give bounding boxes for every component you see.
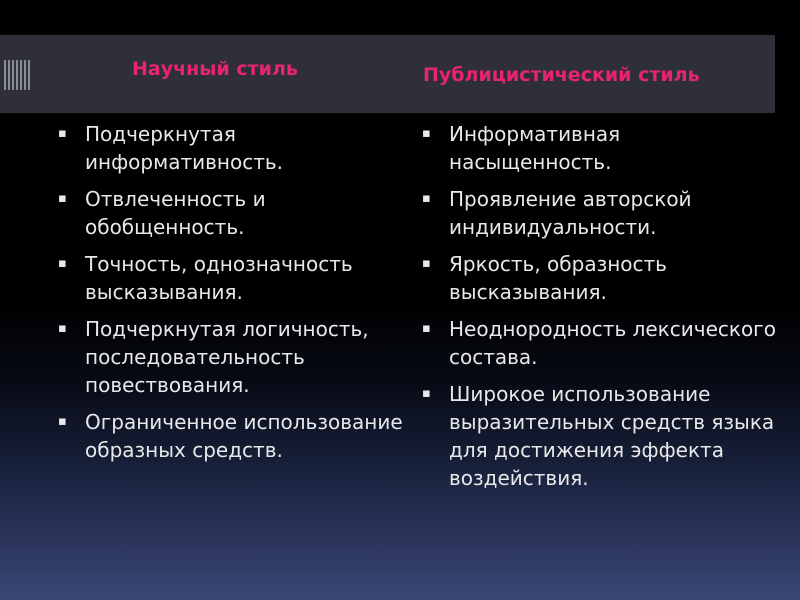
list-item-text: Широкое использование выразительных средств языка для достижения эффекта воздействия. <box>449 382 775 490</box>
list-item-text: Отвлеченность и обобщенность. <box>85 187 266 239</box>
bullet-icon: ▪ <box>58 191 67 206</box>
bullet-icon: ▪ <box>58 126 67 141</box>
decorative-stripes <box>0 60 30 90</box>
scientific-style-list <box>58 120 403 473</box>
list-item <box>422 120 787 176</box>
bullet-icon: ▪ <box>422 386 431 401</box>
list-item-text: Яркость, образность высказывания. <box>449 252 667 304</box>
list-item-text: Информативная насыщенность. <box>449 122 621 174</box>
list-item-text: Точность, однозначность высказывания. <box>85 252 353 304</box>
bullet-icon: ▪ <box>58 256 67 271</box>
heading-publicistic-style: Публицистический стиль <box>423 64 700 86</box>
list-item <box>422 250 787 306</box>
bullet-icon: ▪ <box>58 321 67 336</box>
list-item <box>58 315 403 399</box>
list-item <box>422 315 787 371</box>
bullet-icon: ▪ <box>422 256 431 271</box>
bullet-icon: ▪ <box>422 126 431 141</box>
list-item-text: Подчеркнутая логичность, последовательность повествования. <box>85 317 369 397</box>
list-item <box>58 250 403 306</box>
list-item <box>58 120 403 176</box>
list-item <box>58 185 403 241</box>
list-item-text: Неоднородность лексического состава. <box>449 317 776 369</box>
bullet-icon: ▪ <box>422 321 431 336</box>
list-item <box>422 185 787 241</box>
list-item <box>422 380 787 492</box>
bullet-icon: ▪ <box>58 414 67 429</box>
heading-scientific-style: Научный стиль <box>132 58 298 80</box>
bullet-icon: ▪ <box>422 191 431 206</box>
list-item-text: Подчеркнутая информативность. <box>85 122 283 174</box>
list-item-text: Проявление авторской индивидуальности. <box>449 187 692 239</box>
list-item <box>58 408 403 464</box>
publicistic-style-list <box>422 120 787 501</box>
list-item-text: Ограниченное использование образных средств. <box>85 410 403 462</box>
